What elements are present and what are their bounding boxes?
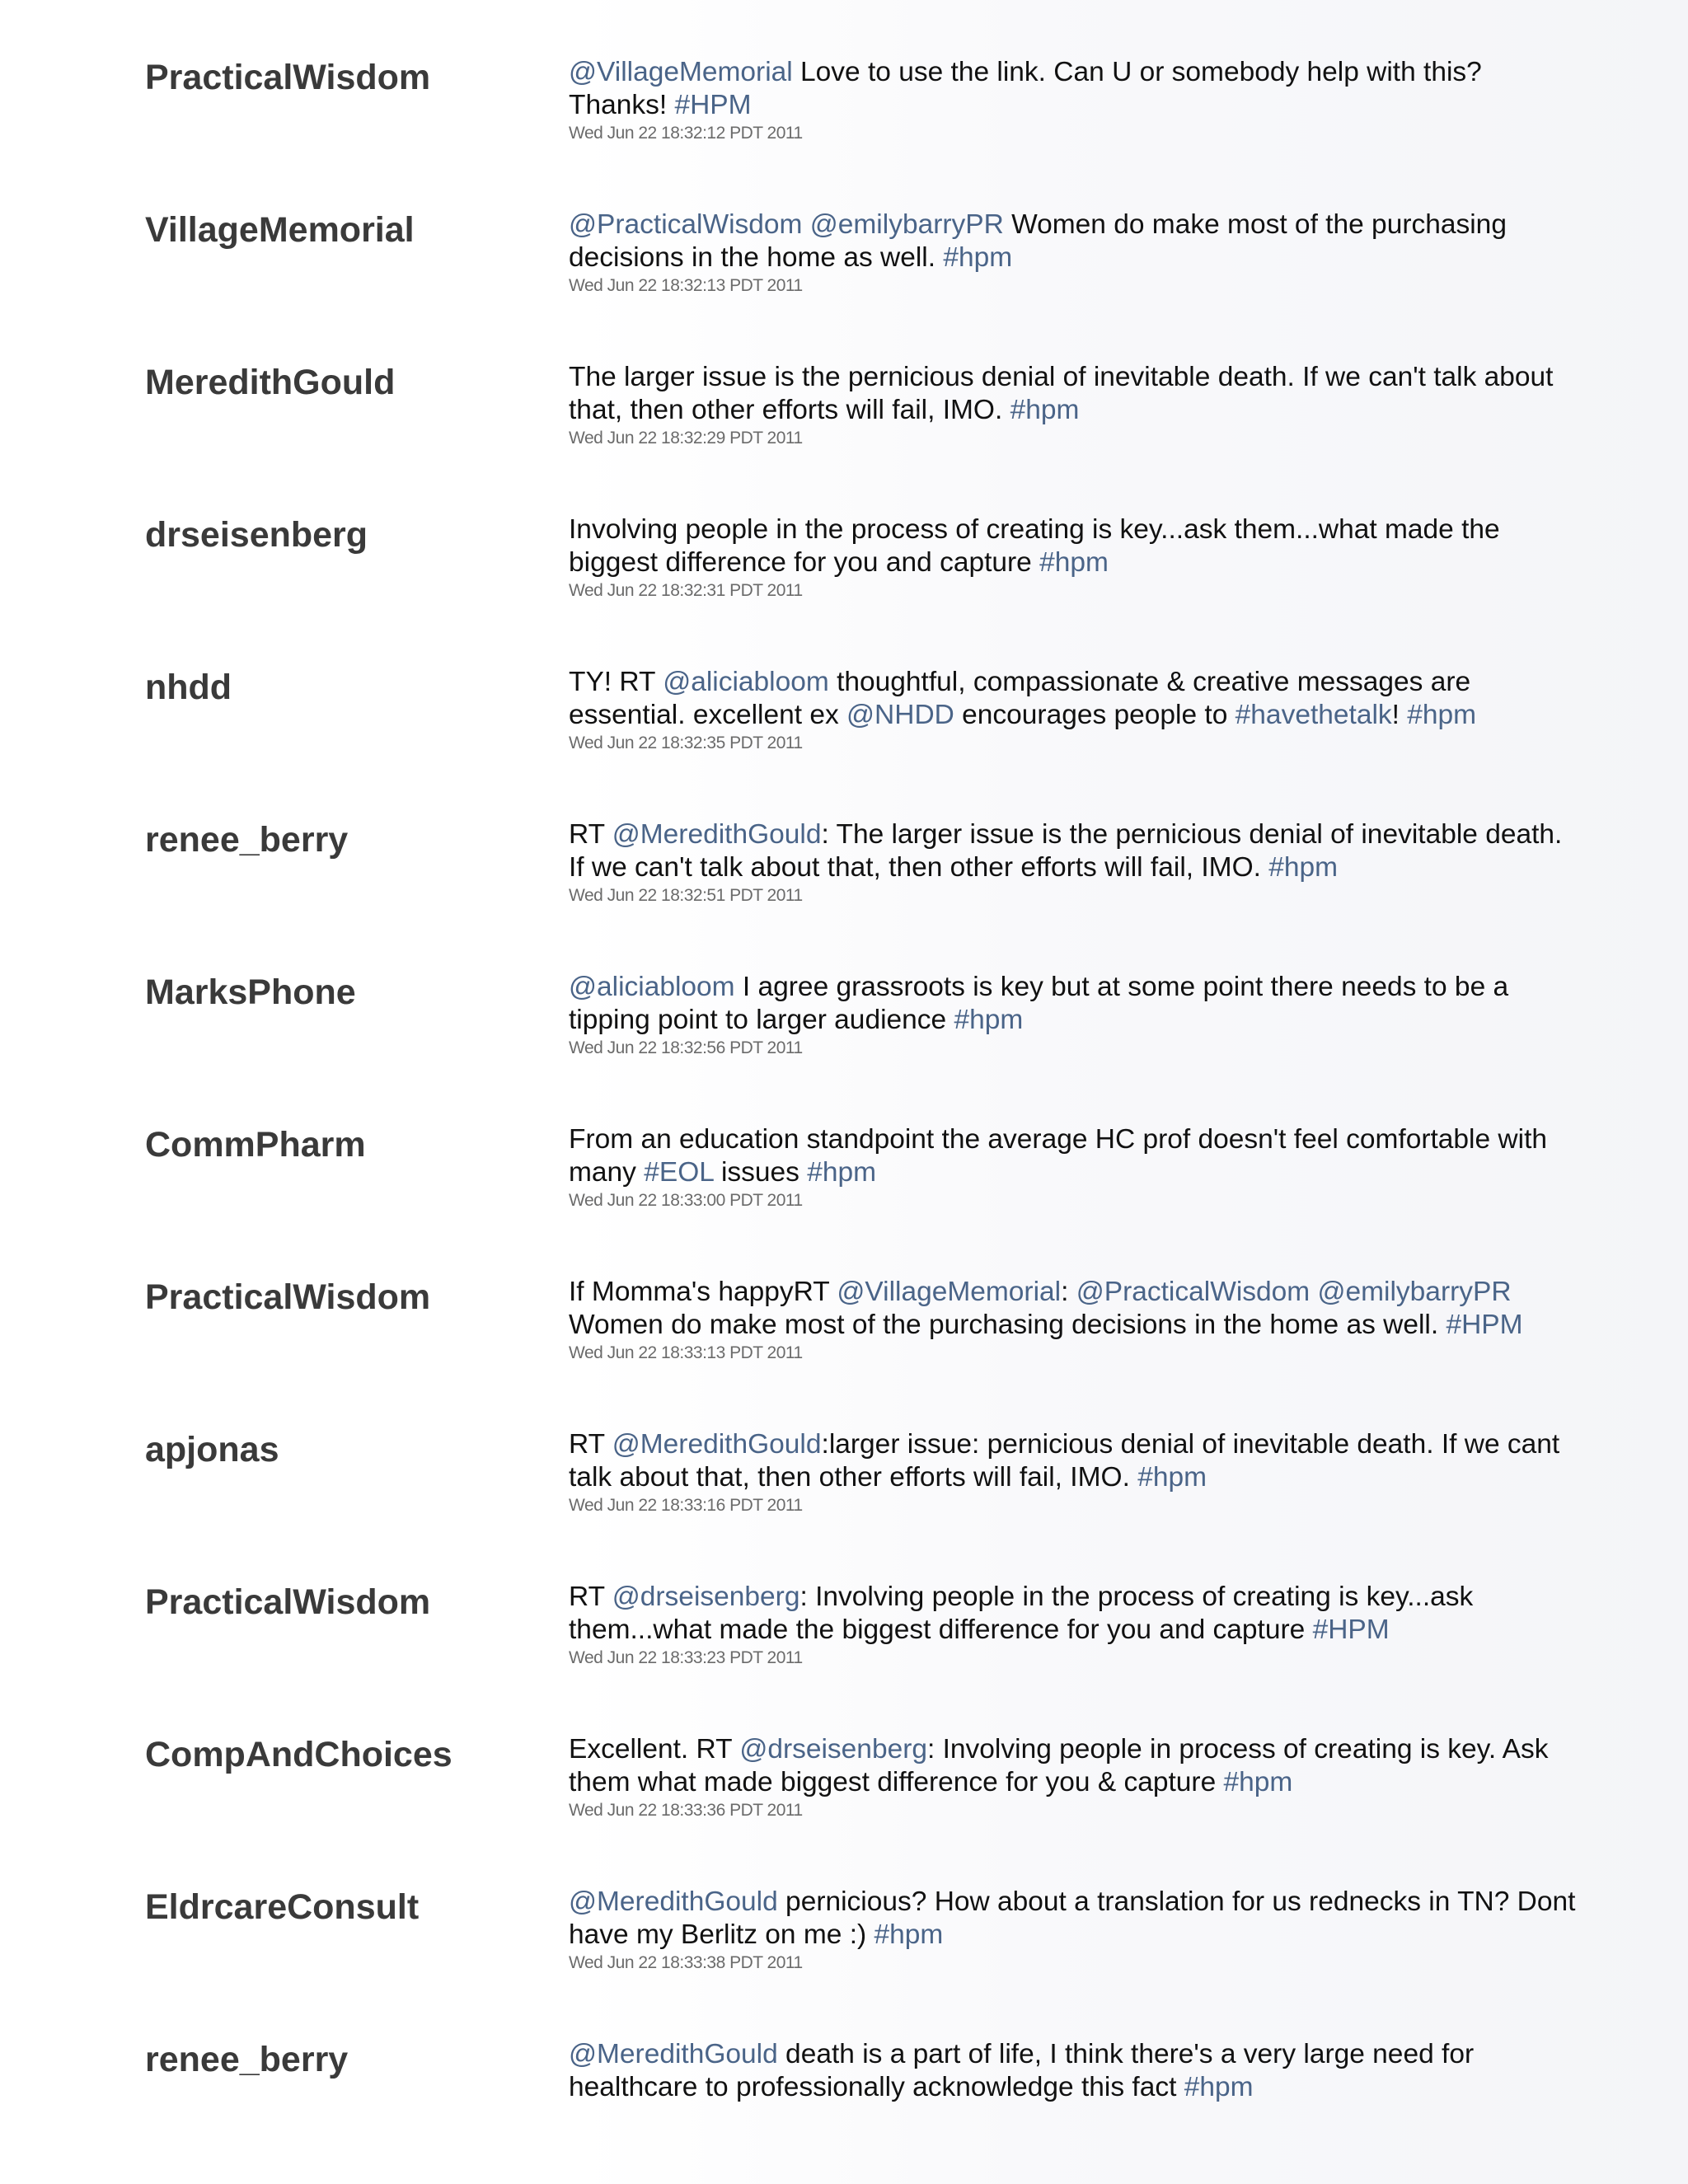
tweet-body xyxy=(569,1886,1582,1974)
tweet-text xyxy=(569,2038,1582,2104)
tweet-username[interactable]: CompAndChoices xyxy=(145,1735,452,1774)
tweet-timestamp: Wed Jun 22 18:32:29 PDT 2011 xyxy=(569,429,803,448)
tweet-text-segment: : Involving people in process of creating is key. Ask them what made biggest difference for you & capture xyxy=(569,1734,1549,1797)
tweet-username[interactable]: renee_berry xyxy=(145,820,349,860)
tweet-timestamp: Wed Jun 22 18:32:51 PDT 2011 xyxy=(569,886,803,905)
tweet-text-segment: Women do make most of the purchasing decisions in the home as well. xyxy=(569,1310,1447,1340)
tweet-body xyxy=(569,209,1582,297)
tweet-timestamp: Wed Jun 22 18:32:13 PDT 2011 xyxy=(569,276,803,295)
tweet-text xyxy=(569,1276,1582,1342)
hashtag-link[interactable]: #EOL xyxy=(644,1157,714,1188)
tweet-text xyxy=(569,1428,1582,1494)
mention-link[interactable]: @emilybarryPR xyxy=(1317,1277,1512,1307)
hashtag-link[interactable]: #HPM xyxy=(1446,1310,1523,1340)
tweet-text-segment: encourages people to xyxy=(954,700,1236,730)
tweet-body xyxy=(569,56,1582,144)
tweet-username[interactable]: VillageMemorial xyxy=(145,210,415,250)
hashtag-link[interactable]: #hpm xyxy=(943,242,1013,273)
tweet-body xyxy=(569,1276,1582,1364)
tweet-username[interactable]: MeredithGould xyxy=(145,363,396,402)
tweet-text-segment: If Momma's happyRT xyxy=(569,1277,837,1307)
hashtag-link[interactable]: #HPM xyxy=(674,90,752,120)
tweet-text xyxy=(569,1886,1582,1952)
tweet-text xyxy=(569,1123,1582,1189)
tweet-text xyxy=(569,1733,1582,1799)
tweet-timestamp: Wed Jun 22 18:33:16 PDT 2011 xyxy=(569,1496,803,1515)
tweet-text-segment: thoughtful, compassionate & creative messages are essential. excellent ex xyxy=(569,667,1471,730)
tweet-body xyxy=(569,818,1582,907)
tweet-timestamp: Wed Jun 22 18:32:31 PDT 2011 xyxy=(569,581,803,600)
tweet-body xyxy=(569,666,1582,754)
mention-link[interactable]: @MeredithGould xyxy=(612,1429,822,1460)
tweet-body xyxy=(569,1733,1582,1821)
tweet-text-segment: Love to use the link. Can U or somebody help with this? Thanks! xyxy=(569,57,1482,120)
hashtag-link[interactable]: #hpm xyxy=(1407,700,1477,730)
tweet-text-segment xyxy=(1310,1277,1317,1307)
tweet-username[interactable]: PracticalWisdom xyxy=(145,1277,431,1317)
tweet-username[interactable]: nhdd xyxy=(145,668,232,707)
tweet-timestamp: Wed Jun 22 18:32:35 PDT 2011 xyxy=(569,733,803,752)
mention-link[interactable]: @MeredithGould xyxy=(569,1886,778,1917)
tweet-text-segment: From an education standpoint the average HC prof doesn't feel comfortable with many xyxy=(569,1124,1548,1188)
tweet-text xyxy=(569,971,1582,1037)
tweet-text-segment: issues xyxy=(713,1157,808,1188)
tweet-text-segment xyxy=(802,209,809,240)
hashtag-link[interactable]: #hpm xyxy=(1039,547,1109,578)
tweet-text xyxy=(569,1581,1582,1647)
tweet-username[interactable]: renee_berry xyxy=(145,2040,349,2079)
tweet-text-segment: RT xyxy=(569,819,612,850)
tweet-text xyxy=(569,56,1582,122)
tweet-text-segment: ! xyxy=(1391,700,1408,730)
tweet-text-segment: RT xyxy=(569,1582,612,1612)
hashtag-link[interactable]: #hpm xyxy=(1137,1462,1207,1493)
tweet-body xyxy=(569,1123,1582,1212)
mention-link[interactable]: @aliciabloom xyxy=(663,667,829,697)
tweet-text xyxy=(569,666,1582,732)
tweet-body xyxy=(569,1428,1582,1516)
tweet-text xyxy=(569,513,1582,579)
tweet-username[interactable]: EldrcareConsult xyxy=(145,1887,420,1927)
tweet-username[interactable]: PracticalWisdom xyxy=(145,58,431,97)
tweet-timestamp: Wed Jun 22 18:32:12 PDT 2011 xyxy=(569,124,803,143)
tweet-text-segment: : The larger issue is the pernicious denial of inevitable death. If we can't talk about that, then other efforts will fail, IMO. xyxy=(569,819,1563,883)
tweet-timestamp: Wed Jun 22 18:33:36 PDT 2011 xyxy=(569,1801,803,1820)
hashtag-link[interactable]: #hpm xyxy=(954,1005,1024,1035)
tweet-username[interactable]: drseisenberg xyxy=(145,515,368,555)
tweet-text-segment: RT xyxy=(569,1429,612,1460)
hashtag-link[interactable]: #HPM xyxy=(1312,1615,1390,1645)
tweet-body xyxy=(569,2038,1582,2104)
tweet-timestamp: Wed Jun 22 18:33:13 PDT 2011 xyxy=(569,1343,803,1362)
tweet-username[interactable]: apjonas xyxy=(145,1430,279,1469)
tweet-text-segment: TY! RT xyxy=(569,667,663,697)
mention-link[interactable]: @drseisenberg xyxy=(612,1582,800,1612)
tweet-text-segment: Women do make most of the purchasing decisions in the home as well. xyxy=(569,209,1507,273)
tweet-text-segment: I agree grassroots is key but at some point there needs to be a tipping point to larger audience xyxy=(569,972,1509,1035)
tweet-timestamp: Wed Jun 22 18:32:56 PDT 2011 xyxy=(569,1038,803,1057)
hashtag-link[interactable]: #hpm xyxy=(1184,2072,1254,2102)
tweet-text-segment: Excellent. RT xyxy=(569,1734,740,1765)
tweet-text-segment: The larger issue is the pernicious denial of inevitable death. If we can't talk about that, then other efforts will fail, IMO. xyxy=(569,362,1554,425)
mention-link[interactable]: @NHDD xyxy=(846,700,954,730)
tweet-body xyxy=(569,1581,1582,1669)
mention-link[interactable]: @drseisenberg xyxy=(739,1734,927,1765)
tweet-timestamp: Wed Jun 22 18:33:00 PDT 2011 xyxy=(569,1191,803,1210)
tweet-timestamp: Wed Jun 22 18:33:23 PDT 2011 xyxy=(569,1648,803,1667)
tweet-text-segment: pernicious? How about a translation for us rednecks in TN? Dont have my Berlitz on me :) xyxy=(569,1886,1576,1950)
tweet-username[interactable]: MarksPhone xyxy=(145,972,356,1012)
tweet-username[interactable]: PracticalWisdom xyxy=(145,1582,431,1622)
hashtag-link[interactable]: #hpm xyxy=(1010,395,1080,425)
tweet-text-segment: : xyxy=(1061,1277,1076,1307)
tweet-text-segment: : Involving people in the process of creating is key...ask them...what made the biggest difference for you and capture xyxy=(569,1582,1474,1645)
mention-link[interactable]: @emilybarryPR xyxy=(809,209,1004,240)
hashtag-link[interactable]: #hpm xyxy=(1268,852,1339,883)
hashtag-link[interactable]: #hpm xyxy=(1223,1767,1293,1797)
tweet-body xyxy=(569,361,1582,449)
tweet-username[interactable]: CommPharm xyxy=(145,1125,366,1165)
mention-link[interactable]: @MeredithGould xyxy=(612,819,822,850)
mention-link[interactable]: @VillageMemorial xyxy=(837,1277,1062,1307)
hashtag-link[interactable]: #hpm xyxy=(807,1157,877,1188)
hashtag-link[interactable]: #havethetalk xyxy=(1235,700,1392,730)
mention-link[interactable]: @VillageMemorial xyxy=(569,57,793,87)
tweet-timestamp: Wed Jun 22 18:33:38 PDT 2011 xyxy=(569,1953,803,1972)
hashtag-link[interactable]: #hpm xyxy=(874,1919,944,1950)
mention-link[interactable]: @PracticalWisdom xyxy=(569,209,803,240)
mention-link[interactable]: @MeredithGould xyxy=(569,2039,778,2069)
tweet-text-segment: :larger issue: pernicious denial of inevitable death. If we cant talk about that, then other efforts will fail, IMO. xyxy=(569,1429,1560,1493)
tweet-text xyxy=(569,361,1582,427)
tweet-text xyxy=(569,209,1582,274)
tweet-text xyxy=(569,818,1582,884)
tweet-body xyxy=(569,971,1582,1059)
tweet-text-segment: death is a part of life, I think there's a very large need for healthcare to professionally acknowledge this fact xyxy=(569,2039,1475,2102)
tweet-body xyxy=(569,513,1582,602)
mention-link[interactable]: @PracticalWisdom xyxy=(1076,1277,1311,1307)
tweet-text-segment: Involving people in the process of creating is key...ask them...what made the biggest difference for you and capture xyxy=(569,514,1500,578)
mention-link[interactable]: @aliciabloom xyxy=(569,972,735,1002)
